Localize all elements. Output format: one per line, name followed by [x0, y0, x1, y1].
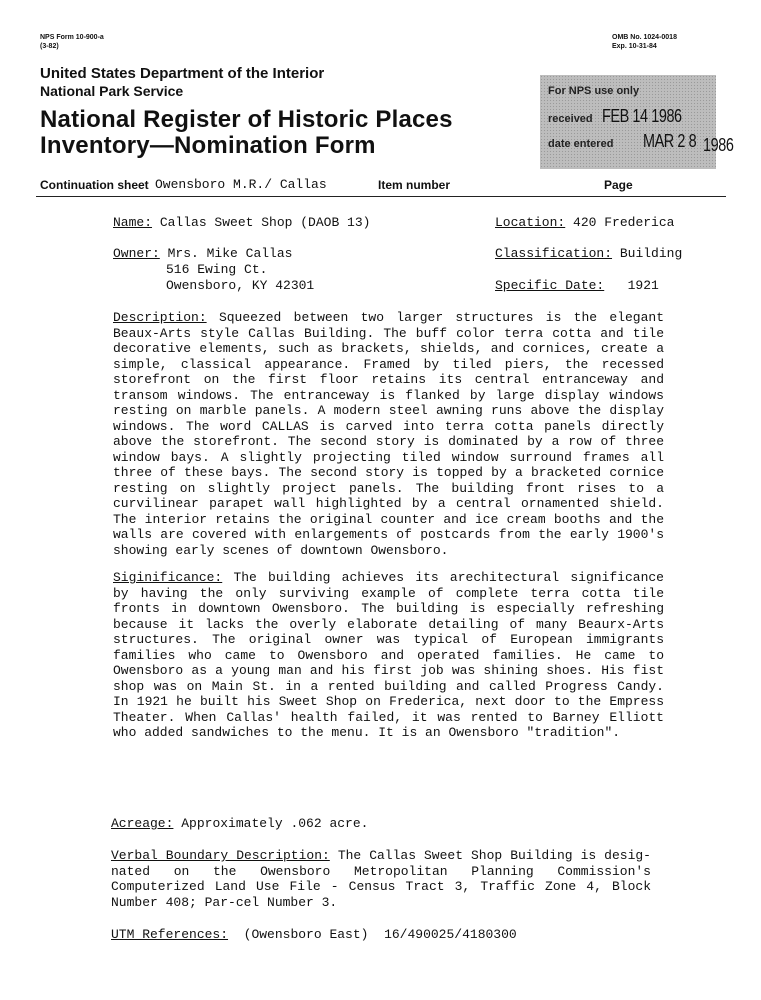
- continuation-sheet-label: Continuation sheet: [40, 178, 149, 192]
- stamp-header: For NPS use only: [548, 85, 640, 97]
- owner-street: 516 Ewing Ct.: [166, 262, 268, 277]
- significance-label: Siginificance:: [113, 570, 223, 585]
- item-number-label: Item number: [378, 178, 451, 192]
- specific-date-value: 1921: [627, 278, 659, 293]
- owner-label: Owner:: [113, 246, 160, 261]
- form-title-line2: Inventory—Nomination Form: [40, 132, 376, 159]
- form-revision: (3-82): [40, 43, 59, 50]
- classification-field: [495, 246, 682, 262]
- description-text: Squeezed between two larger structures is the elegant Beaux-Arts style Callas Building. The buff color terra cotta and tile decorative elements, such as brackets, shields, and cornices, create a simple, classical appearance. Framed by tiled piers, the recessed storefront on the first floor retains its central entranceway and transom windows. The entranceway is flanked by large display windows resting on marble panels. A modern steel awning runs above the display windows. The word CALLAS is carved into terra cotta panels directly above the storefront. The second story is dominated by a row of three window bays. A slightly projecting tiled window surround frames all three of these bays. The second story is topped by a bracketed cornice resting on slightly project panels. The building front rises to a curvilinear parapet wall highlighted by a central ornamented shield. The interior retains the original counter and ice cream booths and the walls are covered with enlargements of postcards from the early 1900's showing early scenes of downtown Owensboro.: [113, 310, 665, 558]
- date-entered-label: date entered: [548, 138, 614, 150]
- page-label: Page: [604, 178, 633, 192]
- owner-field: [113, 246, 292, 262]
- owner-name: Mrs. Mike Callas: [167, 246, 293, 261]
- acreage-field: [111, 816, 368, 832]
- nps-use-only-stamp: [540, 75, 734, 169]
- name-value: Callas Sweet Shop (DAOB 13): [159, 215, 371, 230]
- utm-field: [111, 927, 517, 943]
- significance-paragraph: [113, 570, 664, 741]
- form-title-line1: National Register of Historic Places: [40, 106, 453, 133]
- utm-label: UTM References:: [111, 927, 229, 942]
- omb-number: OMB No. 1024-0018: [612, 34, 677, 41]
- header-divider: [36, 196, 726, 197]
- location-field: [495, 215, 674, 231]
- classification-label: Classification:: [495, 246, 613, 261]
- utm-quad: (Owensboro East): [243, 927, 369, 942]
- entered-year: 1986: [703, 135, 734, 155]
- owner-city: Owensboro, KY 42301: [166, 278, 315, 293]
- boundary-label: Verbal Boundary Description:: [111, 848, 330, 863]
- location-value: 420 Frederica: [573, 215, 675, 230]
- department: United States Department of the Interior: [40, 65, 325, 82]
- service-name: National Park Service: [40, 83, 184, 99]
- utm-value: 16/490025/4180300: [384, 927, 517, 942]
- form-number: NPS Form 10-900-a: [40, 34, 104, 41]
- specific-date-field: [495, 278, 659, 294]
- continuation-sheet-value: Owensboro M.R./ Callas: [155, 177, 327, 192]
- boundary-text: The Callas Sweet Shop Building is desig-nated on the Owensboro Metropolitan Planning Commission's Computerized Land Use File - Census Tract 3, Traffic Zone 4, Block Number 408; Par-cel Number 3.: [111, 848, 651, 910]
- significance-text: The building achieves its arechitectural significance by having the only surviving example of complete terra cotta tile fronts in downtown Owensboro. The building is especially refreshing because it lacks the overly elaborate detailing of many Beaurx-Arts structures. The original owner was typical of European immigrants families who came to Owensboro and operated families. He came to Owensboro as a young man and his first job was shining shoes. His fist shop was on Main St. in a rented building and called Progress Candy. In 1921 he built his Sweet Shop on Frederica, next door to the Empress Theater. When Callas' health failed, it was rented to Barney Elliott who added sandwiches to the menu. It is an Owensboro "tradition".: [113, 570, 664, 740]
- acreage-label: Acreage:: [111, 816, 174, 831]
- boundary-paragraph: [111, 848, 651, 910]
- description-label: Description:: [113, 310, 207, 325]
- description-paragraph: [113, 310, 664, 558]
- received-date: FEB 14 1986: [602, 106, 682, 126]
- received-label: received: [548, 113, 593, 125]
- name-field: [113, 215, 370, 231]
- specific-date-label: Specific Date:: [495, 278, 605, 293]
- location-label: Location:: [495, 215, 566, 230]
- entered-date: MAR 2 8: [643, 131, 697, 151]
- acreage-value: Approximately .062 acre.: [181, 816, 369, 831]
- name-label: Name:: [113, 215, 153, 230]
- expiration: Exp. 10-31-84: [612, 43, 657, 50]
- classification-value: Building: [619, 246, 683, 261]
